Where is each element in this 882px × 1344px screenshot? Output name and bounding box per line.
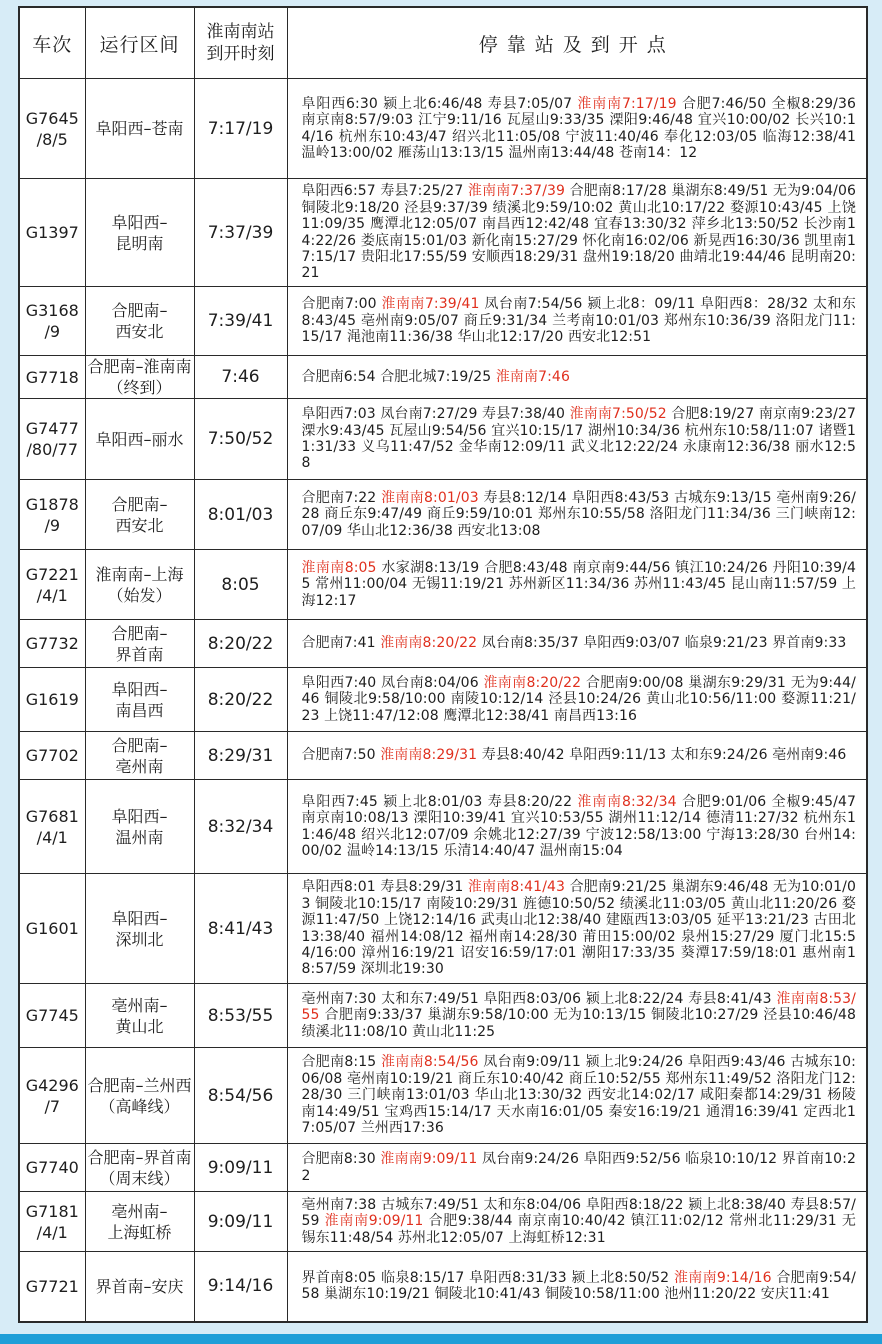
stops-text: 合肥南8:15 (301, 1054, 381, 1071)
stops-text: 合肥南9:54/58 巢湖东10:19/21 铜陵北10:41/43 铜陵10:58/11:00 池州11:20/22 安庆11:41 (301, 1269, 856, 1303)
header-stops: 停靠站及到开点 (287, 7, 867, 79)
stops-text: 合肥南7:22 (301, 489, 382, 506)
stops-list (287, 399, 867, 480)
stops-text: 合肥南7:41 (301, 635, 381, 652)
stops-text: 合肥南8:30 (301, 1151, 381, 1168)
train-number-line: G7721 (25, 1276, 79, 1296)
highlight-stop: 淮南南8:20/22 (483, 674, 582, 691)
train-number-line: G1397 (25, 223, 79, 242)
huainannan-time: 8:20/22 (194, 620, 287, 668)
route-line: 合肥南– (111, 494, 168, 514)
route-line: 亳州南– (111, 1201, 168, 1221)
highlight-stop: 淮南南9:09/11 (380, 1151, 478, 1168)
train-number-line: /4/1 (36, 585, 68, 605)
stops-text: 阜阳西7:40 凤台南8:04/06 (301, 674, 484, 691)
stops-list (287, 550, 867, 620)
highlight-stop: 淮南南7:50/52 (569, 406, 667, 423)
route (85, 480, 194, 550)
train-number (19, 732, 85, 780)
train-number (19, 1252, 85, 1322)
stops-text: 合肥9:01/06 全椒9:45/47 南京南10:08/13 溧阳10:39/41 宜兴10:53/55 湖州11:12/14 德清11:27/32 杭州东11:46/48 绍兴北12:07/09 余姚北12:27/39 宁波12:58/13:00 宁海13:28/30 台州14:00/02 温岭14:13/15 乐清14:40/47 温州南15:04 (301, 793, 856, 859)
train-number (19, 1048, 85, 1144)
stops-text: 凤台南9:09/11 颍上北9:24/26 阜阳西9:43/46 古城东10:06/08 亳州南10:19/21 商丘东10:40/42 商丘10:52/55 郑州东11:49/52 洛阳龙门12:28/30 三门峡南13:01/03 华山北13:30/32 西安北14:02/17 咸阳秦都14:29/31 杨陵南14:49/51 宝鸡西15:14/17 天水南16:01/05 秦安16:19/21 通渭16:39/41 定西北17:05/07 兰州西17:36 (301, 1054, 856, 1137)
table-row (19, 399, 867, 480)
table-row (19, 620, 867, 668)
huainannan-time: 9:14/16 (194, 1252, 287, 1322)
train-number (19, 620, 85, 668)
stops-list (287, 480, 867, 550)
huainannan-time: 7:37/39 (194, 179, 287, 287)
highlight-stop: 淮南南8:54/56 (380, 1054, 479, 1071)
train-number-line: G7718 (25, 367, 79, 387)
stops-list (287, 287, 867, 356)
table-row (19, 780, 867, 874)
highlight-stop: 淮南南7:37/39 (467, 183, 566, 200)
route (85, 1048, 194, 1144)
train-number-line: /4/1 (36, 1222, 68, 1242)
table-row (19, 732, 867, 780)
highlight-stop: 淮南南8:32/34 (577, 793, 677, 810)
route (85, 620, 194, 668)
route (85, 1192, 194, 1252)
route-line: 阜阳西–苍南 (95, 119, 184, 138)
table-row (19, 550, 867, 620)
huainannan-time: 8:54/56 (194, 1048, 287, 1144)
stops-list (287, 1192, 867, 1252)
train-number-line: G7181 (25, 1201, 79, 1221)
train-number-line: G7221 (25, 564, 79, 584)
stops-text: 合肥南8:17/28 巢湖东8:49/51 无为9:04/06 铜陵北9:18/20 泾县9:37/39 绩溪北9:59/10:02 黄山北10:17/22 婺源10:43/45 上饶11:09/35 鹰潭北12:05/07 南昌西12:42/48 宜春13:30/32 萍乡北13:50/52 长沙南14:22/26 娄底南15:01/03 新化南15:27/29 怀化南16:02/06 新晃西16:30/36 凯里南17:15/17 贵阳北17:55/59 安顺西18:29/31 盘州19:18/20 曲靖北19:44/46 昆明南20:21 (301, 183, 856, 282)
stops-text: 亳州南7:30 太和东7:49/51 阜阳西8:03/06 颍上北8:22/24 寿县8:41/43 (301, 990, 777, 1007)
route-line: 阜阳西– (111, 908, 168, 928)
route-line: 合肥南–淮南南 (87, 357, 192, 376)
route-line: 合肥南–兰州西 (87, 1075, 192, 1095)
train-number-line: G7681 (25, 806, 79, 826)
highlight-stop: 淮南南9:09/11 (324, 1213, 424, 1230)
train-number-line: G7477 (25, 419, 79, 438)
stops-text: 合肥南9:21/25 巢湖东9:46/48 无为10:01/03 铜陵北10:15/17 南陵10:29/31 旌德10:50/52 绩溪北11:03/05 黄山北11:20/26 婺源11:47/50 上饶12:14/16 武夷山北12:38/40 建瓯西13:03/05 延平13:21/23 古田北13:38/40 福州14:08/12 福州南14:28/30 莆田15:00/02 泉州15:27/29 厦门北15:54/16:00 漳州16:19/21 诏安16:59/17:01 潮阳17:33/35 葵潭17:59/18:01 惠州南18:57/59 深圳北19:30 (301, 879, 856, 978)
stops-text: 界首南8:05 临泉8:15/17 阜阳西8:31/33 颍上北8:50/52 (301, 1269, 674, 1286)
route (85, 874, 194, 984)
header-row (19, 7, 867, 79)
highlight-stop: 淮南南7:17/19 (577, 95, 677, 112)
table-row (19, 1144, 867, 1192)
huainannan-time: 9:09/11 (194, 1192, 287, 1252)
stops-list (287, 620, 867, 668)
route-line: 阜阳西– (111, 679, 168, 699)
stops-list (287, 668, 867, 732)
highlight-stop: 淮南南8:29/31 (380, 747, 478, 764)
train-number-line: G1601 (25, 919, 79, 938)
train-number-line: /9 (44, 515, 61, 535)
stops-text: 凤台南7:54/56 颍上北8：09/11 阜阳西8：28/32 太和东8:43/45 亳州南9:05/07 商丘9:31/34 兰考南10:01/03 郑州东10:36/39 洛阳龙门11:15/17 渑池南11:36/38 华山北12:17/20 西安北12:51 (301, 296, 856, 346)
timetable-sheet (18, 6, 866, 1323)
route-line: （高峰线） (99, 1096, 180, 1116)
header-train: 车次 (19, 7, 85, 79)
table-row (19, 179, 867, 287)
route-line: 南昌西 (115, 700, 164, 720)
route-line: 阜阳西– (111, 806, 168, 826)
stops-list (287, 1144, 867, 1192)
train-number (19, 399, 85, 480)
train-number (19, 668, 85, 732)
stops-text: 凤台南8:35/37 阜阳西9:03/07 临泉9:21/23 界首南9:33 (477, 635, 847, 652)
huainannan-time: 8:01/03 (194, 480, 287, 550)
highlight-stop: 淮南南7:46 (495, 368, 570, 385)
route-line: 亳州南 (115, 756, 164, 776)
train-number-line: G1878 (25, 494, 79, 514)
highlight-stop: 淮南南7:39/41 (381, 296, 480, 313)
table-row (19, 1252, 867, 1322)
huainannan-time: 7:50/52 (194, 399, 287, 480)
stops-text: 合肥9:38/44 南京南10:40/42 镇江11:02/12 常州北11:29/31 无锡东11:48/54 苏州北12:05/07 上海虹桥12:31 (301, 1213, 856, 1246)
header-time-line1: 淮南南站 (206, 22, 275, 42)
train-number-line: G4296 (25, 1075, 79, 1095)
train-number-line: G1619 (25, 690, 79, 709)
stops-text: 合肥南7:00 (301, 296, 382, 313)
huainannan-time: 8:32/34 (194, 780, 287, 874)
route (85, 399, 194, 480)
timetable (18, 6, 868, 1323)
table-row (19, 356, 867, 399)
stops-text: 合肥南9:33/37 巢湖东9:58/10:00 无为10:13/15 铜陵北10:27/29 泾县10:46/48 绩溪北11:08/10 黄山北11:25 (301, 1007, 856, 1040)
train-number (19, 480, 85, 550)
stops-text: 阜阳西6:57 寿县7:25/27 (301, 183, 468, 200)
route-line: 温州南 (115, 827, 164, 847)
table-row (19, 1192, 867, 1252)
route (85, 287, 194, 356)
stops-list (287, 984, 867, 1048)
huainannan-time: 8:29/31 (194, 732, 287, 780)
train-number (19, 780, 85, 874)
highlight-stop: 淮南南9:14/16 (673, 1269, 772, 1286)
route-line: 阜阳西–丽水 (95, 429, 184, 449)
highlight-stop: 淮南南8:05 (301, 559, 377, 576)
stops-list (287, 780, 867, 874)
stops-text: 合肥南6:54 合肥北城7:19/25 (301, 368, 496, 385)
route-line: 合肥南–界首南 (87, 1147, 192, 1167)
route-line: 界首南 (115, 644, 164, 664)
table-row (19, 287, 867, 356)
huainannan-time: 8:05 (194, 550, 287, 620)
route-line: （终到） (107, 378, 172, 397)
train-number-line: G7740 (25, 1158, 79, 1177)
stops-list (287, 1048, 867, 1144)
stops-list (287, 732, 867, 780)
huainannan-time: 7:39/41 (194, 287, 287, 356)
train-number (19, 984, 85, 1048)
stops-list (287, 1252, 867, 1322)
train-number (19, 287, 85, 356)
highlight-stop: 淮南南8:01/03 (381, 489, 479, 506)
train-number-line: /7 (44, 1096, 61, 1116)
huainannan-time: 8:53/55 (194, 984, 287, 1048)
train-number-line: G7732 (25, 634, 79, 653)
route-line: 亳州南– (111, 995, 168, 1015)
route-line: 西安北 (115, 515, 164, 535)
train-number-line: G7702 (25, 746, 79, 765)
route (85, 780, 194, 874)
route (85, 79, 194, 179)
table-row (19, 668, 867, 732)
stops-text: 凤台南9:24/26 阜阳西9:52/56 临泉10:10/12 界首南10:22 (301, 1151, 856, 1184)
train-number (19, 550, 85, 620)
stops-list (287, 79, 867, 179)
stops-text: 合肥8:19/27 南京南9:23/27 溧水9:43/45 瓦屋山9:54/56 宜兴10:15/17 湖州10:34/36 杭州东10:58/11:07 诸暨11:31/33 义乌11:47/52 金华南12:09/11 武义北12:22/24 永康南12:36/38 丽水12:58 (301, 406, 856, 472)
route (85, 356, 194, 399)
stops-text: 阜阳西8:01 寿县8:29/31 (301, 879, 468, 896)
train-number (19, 79, 85, 179)
stops-text: 寿县8:40/42 阜阳西9:11/13 太和东9:24/26 亳州南9:46 (477, 747, 847, 764)
huainannan-time: 7:46 (194, 356, 287, 399)
train-number (19, 356, 85, 399)
route-line: 淮南南–上海 (95, 564, 184, 584)
route-line: 合肥南– (111, 735, 168, 755)
bottom-bar (0, 1334, 882, 1344)
train-number-line: G3168 (25, 301, 79, 320)
table-row (19, 984, 867, 1048)
route-line: 黄山北 (115, 1016, 164, 1036)
train-number (19, 874, 85, 984)
stops-list (287, 356, 867, 399)
train-number-line: G7645 (25, 108, 79, 128)
train-number (19, 1144, 85, 1192)
huainannan-time: 7:17/19 (194, 79, 287, 179)
stops-text: 合肥南9:00/08 巢湖东9:29/31 无为9:44/46 铜陵北9:58/10:00 南陵10:12/14 泾县10:24/26 黄山北10:56/11:00 婺源11:21/23 上饶11:47/12:08 鹰潭北12:38/41 南昌西13:16 (301, 674, 856, 724)
route (85, 732, 194, 780)
header-time (194, 7, 287, 79)
route (85, 1144, 194, 1192)
stops-text: 合肥南7:50 (301, 747, 381, 764)
route (85, 984, 194, 1048)
route-line: 阜阳西– (111, 212, 168, 232)
huainannan-time: 8:20/22 (194, 668, 287, 732)
timetable-body (19, 79, 867, 1322)
header-time-line2: 到开时刻 (206, 44, 275, 64)
train-number (19, 179, 85, 287)
route-line: 西安北 (115, 322, 164, 341)
stops-text: 阜阳西6:30 颍上北6:46/48 寿县7:05/07 (301, 95, 578, 112)
table-row (19, 874, 867, 984)
highlight-stop: 淮南南8:20/22 (380, 635, 478, 652)
route-line: 深圳北 (115, 929, 164, 949)
table-row (19, 79, 867, 179)
huainannan-time: 9:09/11 (194, 1144, 287, 1192)
train-number-line: /4/1 (36, 827, 68, 847)
train-number-line: /9 (44, 322, 61, 341)
header-route: 运行区间 (85, 7, 194, 79)
highlight-stop: 淮南南8:41/43 (467, 879, 566, 896)
route (85, 179, 194, 287)
highlight-stop: 淮南南8:53/55 (301, 990, 856, 1024)
stops-text: 阜阳西7:03 凤台南7:27/29 寿县7:38/40 (301, 406, 570, 423)
train-number-line: /80/77 (26, 440, 78, 459)
train-number-line: G7745 (25, 1006, 79, 1025)
stops-list (287, 874, 867, 984)
huainannan-time: 8:41/43 (194, 874, 287, 984)
stops-text: 合肥7:46/50 全椒8:29/36 南京南8:57/9:03 江宁9:11/16 瓦屋山9:33/35 溧阳9:46/48 宜兴10:00/02 长兴10:14/16 杭州东10:43/47 绍兴北11:05/08 宁波11:40/46 奉化12:03/05 临海12:38/41 温岭13:00/02 雁荡山13:13/15 温州南13:44/48 苍南14：12 (301, 95, 856, 161)
train-number (19, 1192, 85, 1252)
route-line: 界首南–安庆 (95, 1276, 184, 1296)
stops-list (287, 179, 867, 287)
stops-text: 阜阳西7:45 颍上北8:01/03 寿县8:20/22 (301, 793, 578, 810)
stops-text: 亳州南7:38 古城东7:49/51 太和东8:04/06 阜阳西8:18/22 颍上北8:38/40 寿县8:57/59 (301, 1196, 856, 1230)
route-line: 昆明南 (115, 233, 164, 253)
route (85, 1252, 194, 1322)
stops-text: 寿县8:12/14 阜阳西8:43/53 古城东9:13/15 亳州南9:26/28 商丘东9:47/49 商丘9:59/10:01 郑州东10:55/58 洛阳龙门11:34/36 三门峡南12:07/09 华山北12:36/38 西安北13:08 (301, 489, 856, 539)
route (85, 668, 194, 732)
route-line: 合肥南– (111, 623, 168, 643)
route-line: （始发） (107, 585, 172, 605)
route-line: （周末线） (99, 1168, 180, 1188)
train-number-line: /8/5 (36, 129, 68, 149)
stops-text: 水家湖8:13/19 合肥8:43/48 南京南9:44/56 镇江10:24/26 丹阳10:39/45 常州11:00/04 无锡11:19/21 苏州新区11:34/36 苏州11:43/45 昆山南11:57/59 上海12:17 (301, 559, 856, 609)
table-row (19, 480, 867, 550)
table-row (19, 1048, 867, 1144)
route (85, 550, 194, 620)
route-line: 上海虹桥 (107, 1222, 172, 1242)
route-line: 合肥南– (111, 301, 168, 320)
